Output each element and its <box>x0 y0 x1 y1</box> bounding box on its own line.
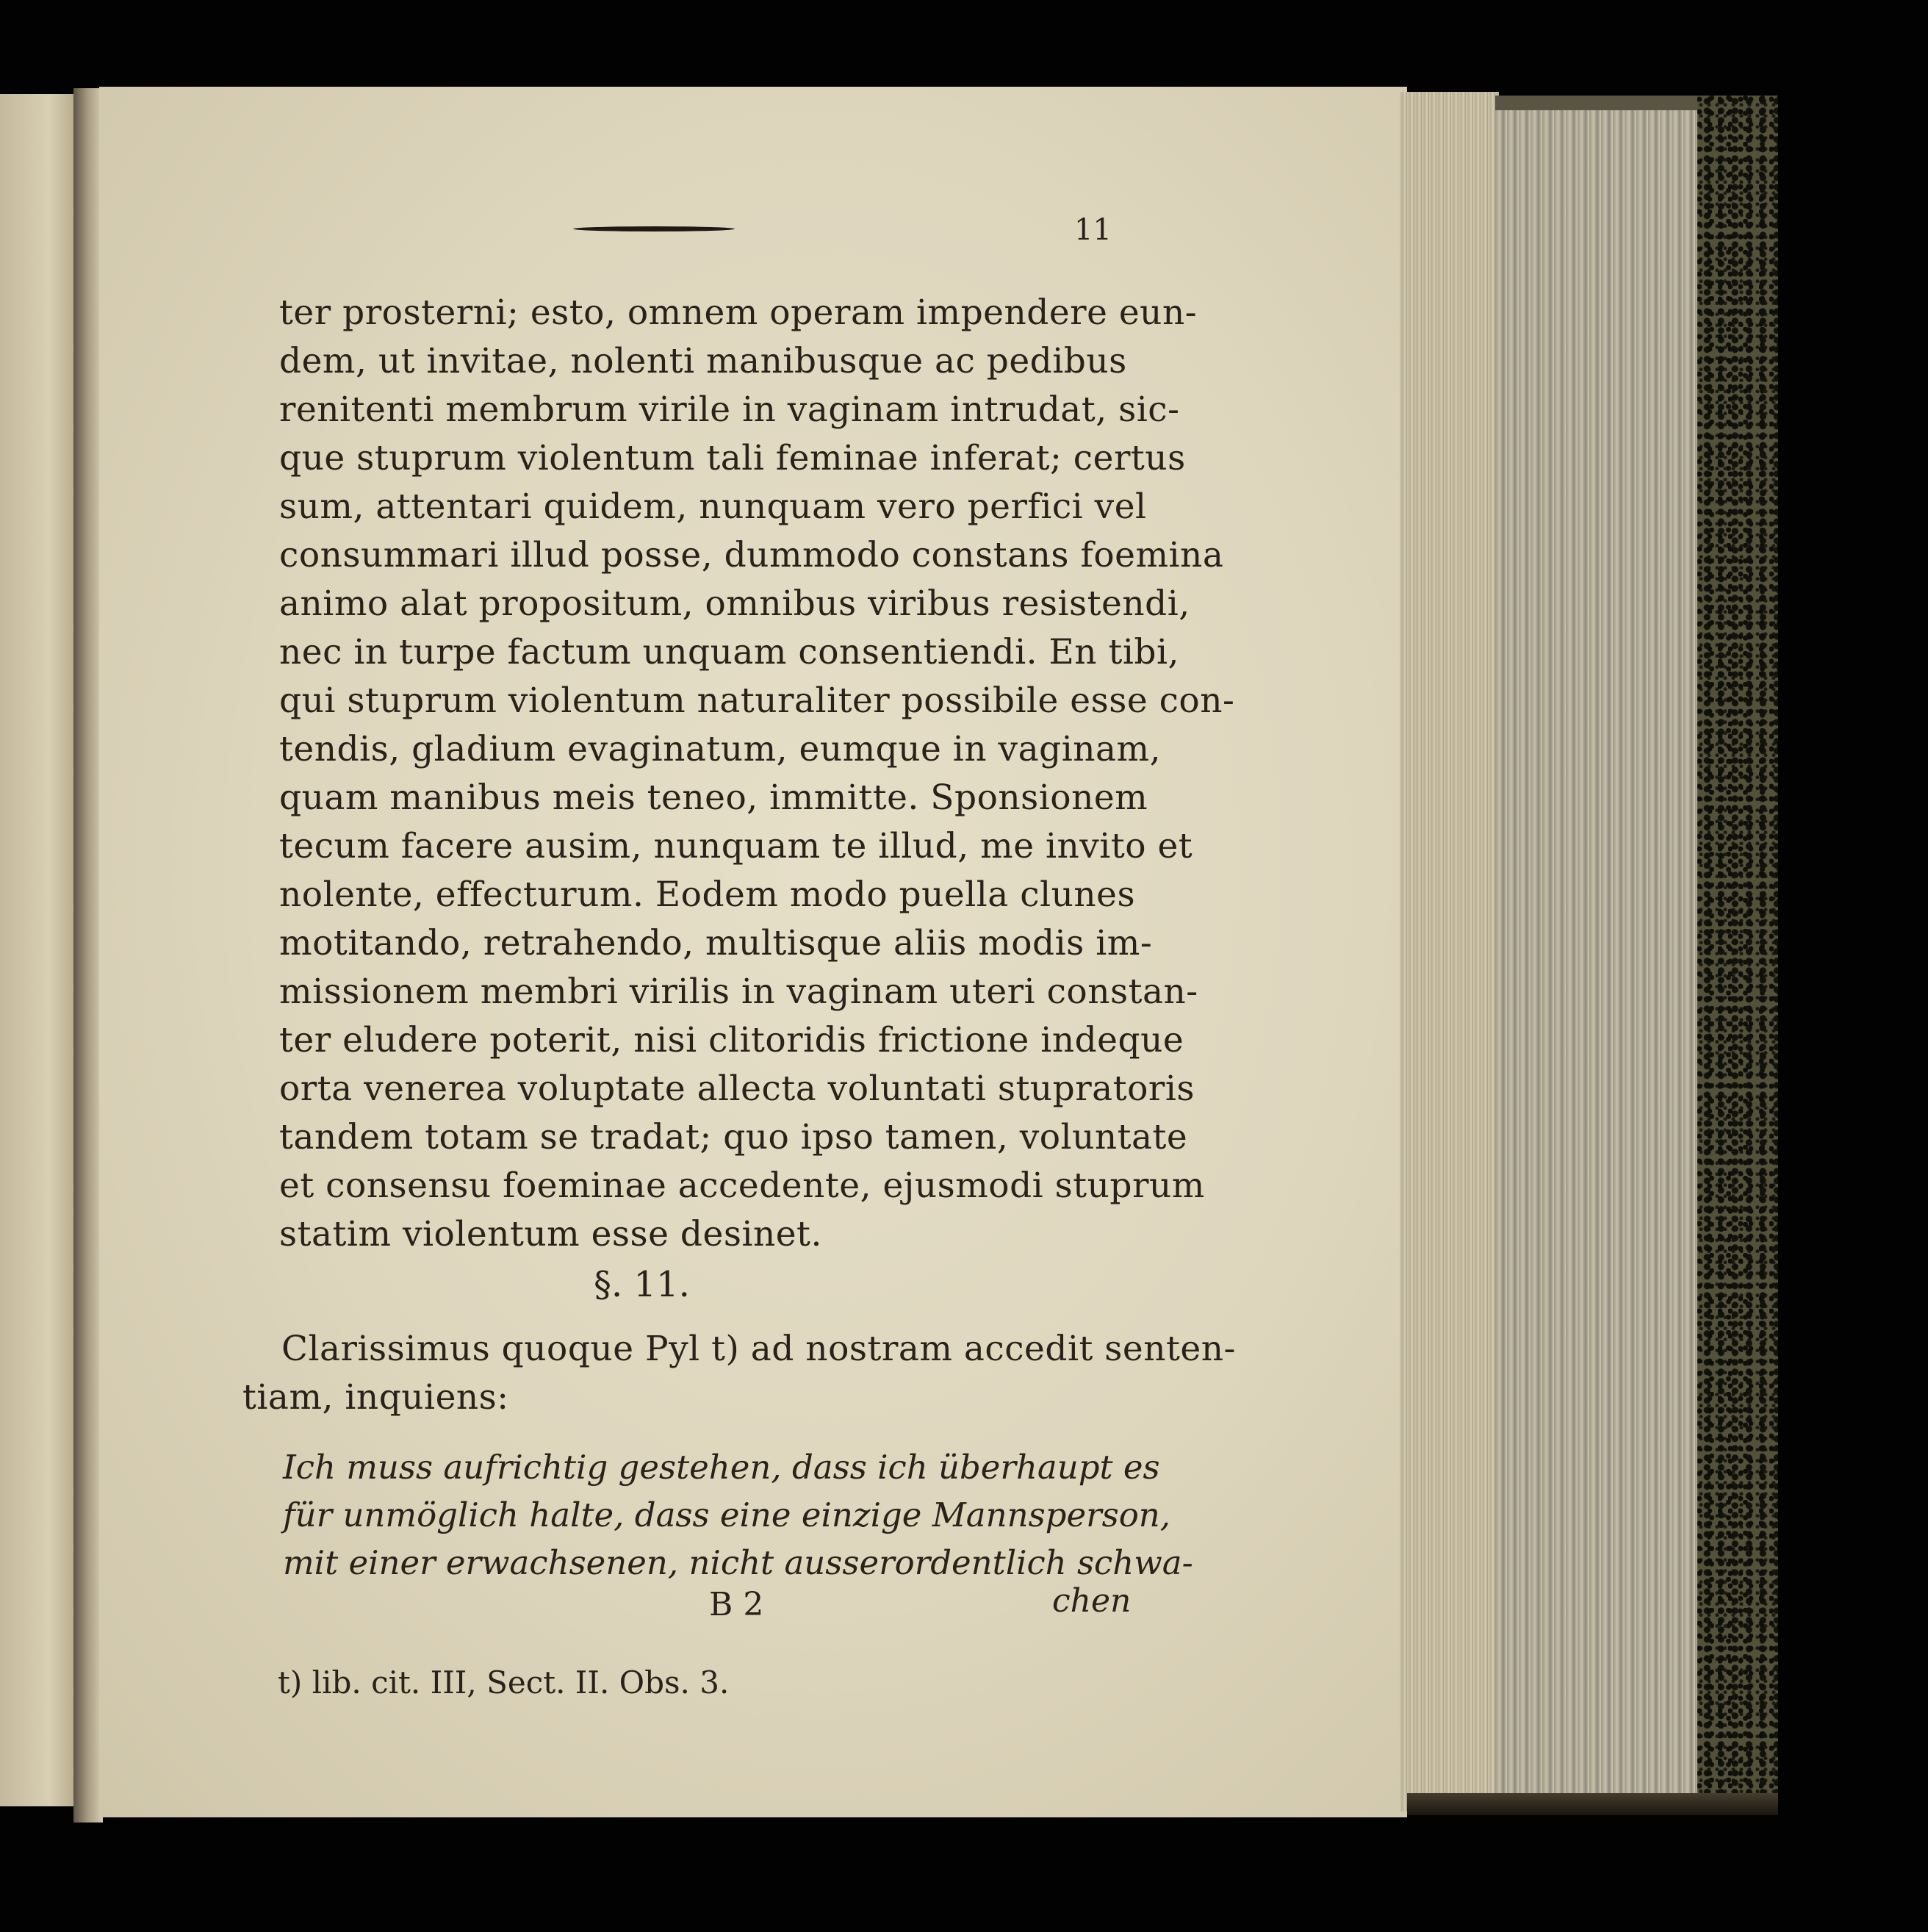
footnote: t) lib. cit. III, Sect. II. Obs. 3. <box>278 1665 730 1701</box>
quote-line: Ich muss aufrichtig gestehen, dass ich überhaupt es <box>283 1448 1160 1487</box>
body-line: dem, ut invitae, nolenti manibusque ac pedibus <box>279 341 1127 381</box>
body-line: nolente, effecturum. Eodem modo puella clunes <box>279 875 1136 915</box>
page-edges <box>1400 92 1499 1811</box>
page-number: 11 <box>1074 213 1112 247</box>
book-gutter <box>73 88 103 1823</box>
body-line: motitando, retrahendo, multisque aliis modis im- <box>279 923 1153 963</box>
body-line: tendis, gladium evaginatum, eumque in vaginam, <box>279 729 1162 769</box>
body-line: renitenti membrum virile in vaginam intrudat, sic- <box>279 389 1180 430</box>
body-line: tecum facere ausim, nunquam te illud, me invito et <box>279 826 1193 866</box>
body-line: statim violentum esse desinet. <box>279 1214 822 1254</box>
body-line: missionem membri virilis in vaginam uteri constan- <box>279 972 1198 1012</box>
body-line: Clarissimus quoque Pyl t) ad nostram accedit senten- <box>281 1329 1236 1369</box>
left-page-edge <box>0 94 82 1806</box>
body-line: animo alat propositum, omnibus viribus resistendi, <box>279 583 1190 624</box>
body-line: sum, attentari quidem, nunquam vero perfici vel <box>279 486 1147 527</box>
body-line: ter prosterni; esto, omnem operam impendere eun- <box>279 292 1198 333</box>
section-heading: §. 11. <box>594 1264 690 1305</box>
body-line: que stuprum violentum tali feminae inferat; certus <box>279 438 1186 478</box>
body-line: nec in turpe factum unquam consentiendi. En tibi, <box>279 632 1179 672</box>
body-line: tiam, inquiens: <box>242 1377 509 1418</box>
body-line: ter eludere poterit, nisi clitoridis frictione indeque <box>279 1020 1184 1060</box>
body-line: et consensu foeminae accedente, ejusmodi stuprum <box>279 1166 1205 1206</box>
cover-bottom-edge <box>1407 1793 1778 1815</box>
book-cover-marbled <box>1697 96 1778 1808</box>
body-line: consummari illud posse, dummodo constans foemina <box>279 535 1224 575</box>
body-line: qui stuprum violentum naturaliter possibile esse con- <box>279 680 1235 721</box>
quote-line: für unmöglich halte, dass eine einzige Mannsperson, <box>283 1495 1171 1534</box>
body-line: tandem totam se tradat; quo ipso tamen, voluntate <box>279 1117 1188 1157</box>
header-rule <box>573 226 735 231</box>
quote-line: mit einer erwachsenen, nicht ausserordentlich schwa- <box>283 1543 1193 1582</box>
signature-mark: B 2 <box>709 1586 764 1623</box>
body-line: orta venerea voluptate allecta voluntati stupratoris <box>279 1069 1195 1109</box>
body-line: quam manibus meis teneo, immitte. Sponsionem <box>279 778 1148 818</box>
text-block-edge <box>1495 110 1708 1800</box>
catchword: chen <box>1052 1582 1132 1620</box>
